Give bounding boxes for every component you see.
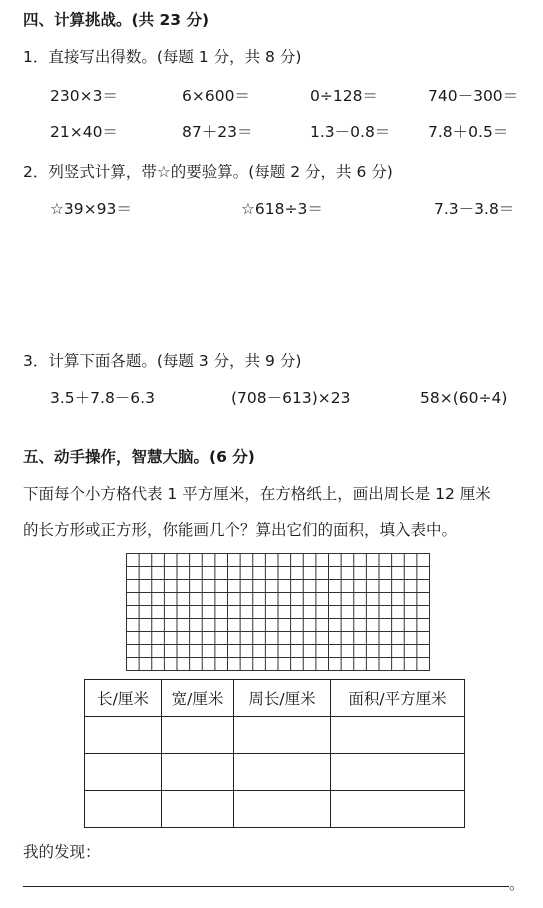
q2-item: ☆39×93＝ bbox=[50, 200, 132, 218]
table-cell[interactable] bbox=[85, 791, 162, 828]
table-row bbox=[85, 791, 465, 828]
q1-item: 0÷128＝ bbox=[310, 87, 378, 105]
q1-title: 1．直接写出得数。(每题 1 分，共 8 分) bbox=[23, 48, 302, 66]
table-cell[interactable] bbox=[331, 717, 465, 754]
instruction-line: 的长方形或正方形，你能画几个？算出它们的面积，填入表中。 bbox=[23, 521, 458, 539]
table-cell[interactable] bbox=[234, 791, 331, 828]
q1-item: 7.8＋0.5＝ bbox=[428, 123, 509, 141]
table-cell[interactable] bbox=[331, 754, 465, 791]
table-header-row bbox=[85, 680, 465, 717]
table-row bbox=[85, 754, 465, 791]
q3-item: 3.5＋7.8－6.3 bbox=[50, 389, 155, 407]
table-cell[interactable] bbox=[85, 754, 162, 791]
q1-item: 230×3＝ bbox=[50, 87, 118, 105]
q1-item: 740－300＝ bbox=[428, 87, 519, 105]
q3-item: 58×(60÷4) bbox=[420, 389, 508, 407]
q2-item: 7.3－3.8＝ bbox=[434, 200, 515, 218]
answer-blank-line[interactable] bbox=[23, 886, 509, 887]
section4-title: 四、计算挑战。(共 23 分) bbox=[23, 11, 210, 29]
table-cell[interactable] bbox=[234, 754, 331, 791]
answer-table bbox=[84, 679, 465, 828]
table-cell[interactable] bbox=[162, 791, 234, 828]
square-grid-paper[interactable] bbox=[126, 553, 430, 671]
finding-label: 我的发现： bbox=[23, 843, 101, 861]
q1-item: 1.3－0.8＝ bbox=[310, 123, 391, 141]
q2-item: ☆618÷3＝ bbox=[241, 200, 323, 218]
q2-title: 2．列竖式计算，带☆的要验算。(每题 2 分，共 6 分) bbox=[23, 163, 393, 181]
section5-title: 五、动手操作，智慧大脑。(6 分) bbox=[23, 448, 255, 466]
instruction-line: 下面每个小方格代表 1 平方厘米，在方格纸上，画出周长是 12 厘米 bbox=[23, 485, 491, 503]
table-header-perimeter: 周长/厘米 bbox=[234, 680, 331, 717]
table-cell[interactable] bbox=[162, 717, 234, 754]
q1-item: 87＋23＝ bbox=[182, 123, 253, 141]
table-cell[interactable] bbox=[234, 717, 331, 754]
end-mark: 。 bbox=[509, 875, 525, 893]
table-header-area: 面积/平方厘米 bbox=[331, 680, 465, 717]
table-header-length: 长/厘米 bbox=[85, 680, 162, 717]
table-cell[interactable] bbox=[162, 754, 234, 791]
table-cell[interactable] bbox=[85, 717, 162, 754]
q3-title: 3．计算下面各题。(每题 3 分，共 9 分) bbox=[23, 352, 302, 370]
q1-item: 6×600＝ bbox=[182, 87, 250, 105]
table-cell[interactable] bbox=[331, 791, 465, 828]
q3-item: (708－613)×23 bbox=[231, 389, 351, 407]
table-row bbox=[85, 717, 465, 754]
table-header-width: 宽/厘米 bbox=[162, 680, 234, 717]
q1-item: 21×40＝ bbox=[50, 123, 118, 141]
